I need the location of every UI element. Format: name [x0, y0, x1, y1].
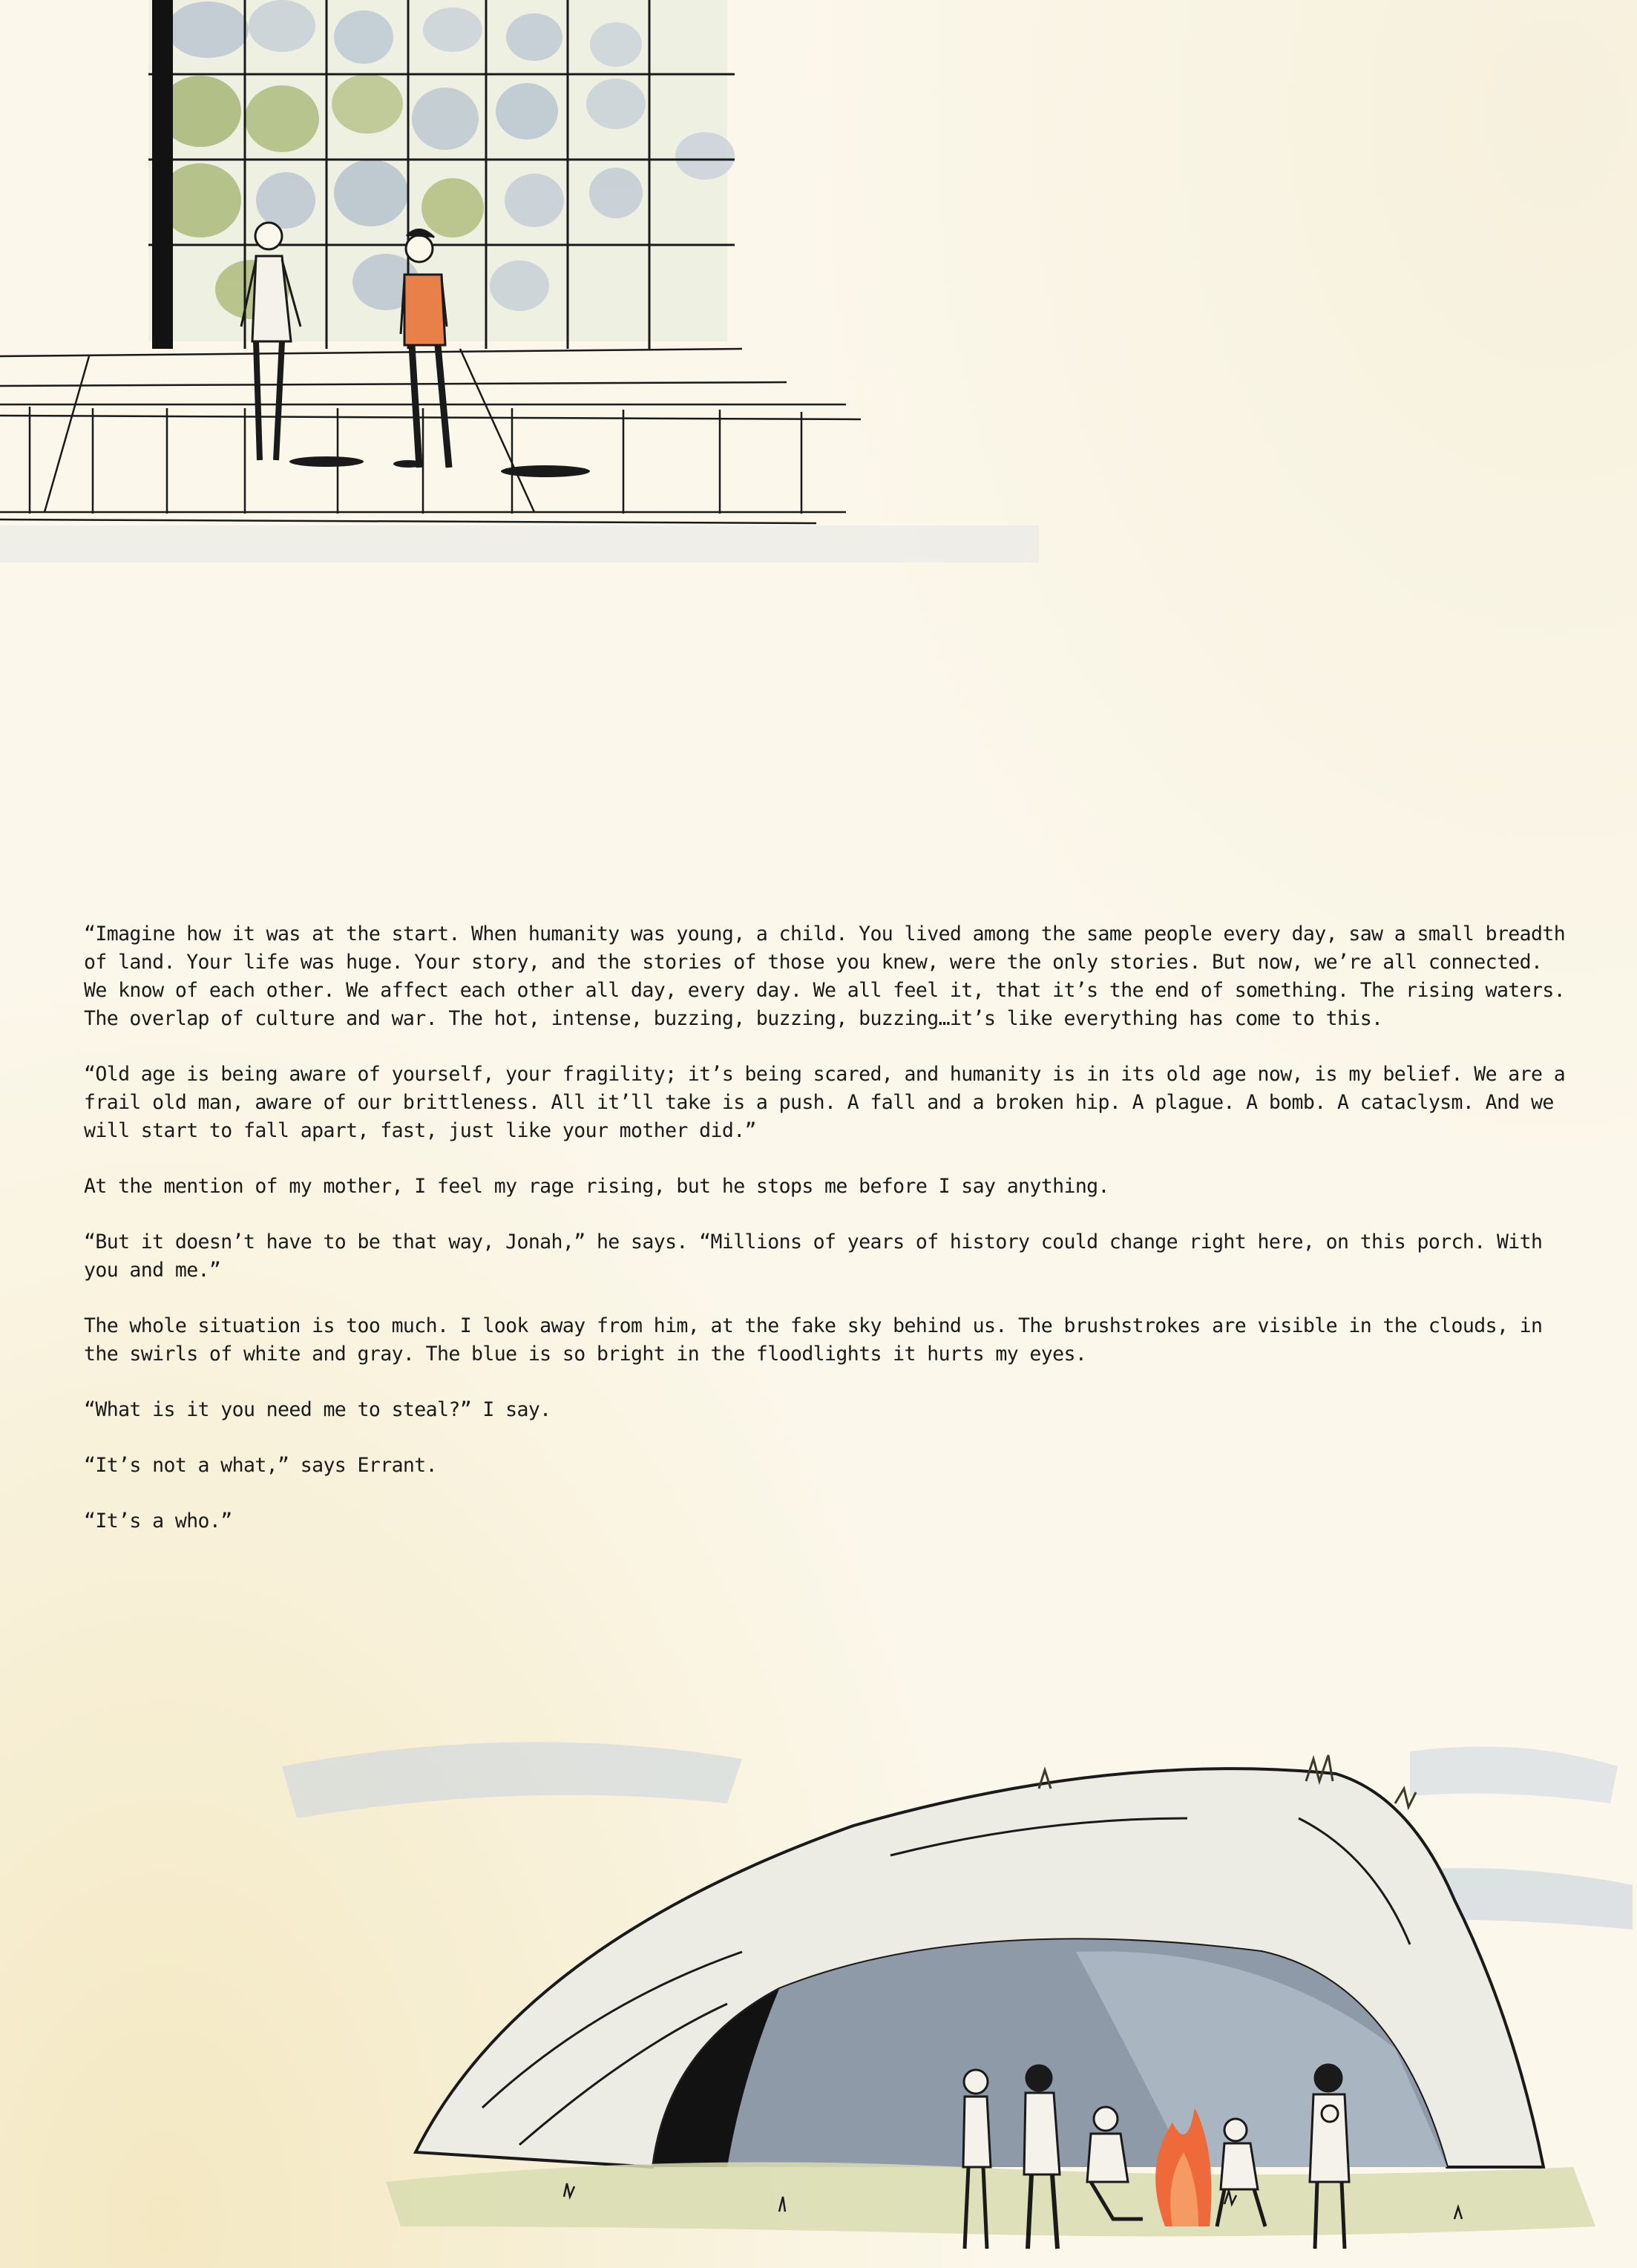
paragraph: “Imagine how it was at the start. When humanity was young, a child. You lived among the same people every day, saw a small breadth of land. Your life was huge. Your story, and the stories of those you knew, were the only stories. But now, we’re all connected. We know of each other. We affect each other all day, every day. We all feel it, that it’s the end of something. The rising waters. The overlap of culture and war. The hot, intense, buzzing, buzzing, buzzing…it’s like everything has come to this. [84, 922, 1566, 1030]
paragraph: “Old age is being aware of yourself, your fragility; it’s being scared, and humanity is in its old age now, is my belief. We are a frail old man, aware of our brittleness. All it’ll take is a push. A fall and a broken hip. A plague. A bomb. A cataclysm. And we will start to fall apart, fast, just like your mother did.” [84, 1063, 1566, 1142]
cave-fire-illustration [0, 1633, 1637, 2268]
paragraph: “It’s a who.” [84, 1510, 232, 1533]
paragraph: At the mention of my mother, I feel my rage rising, but he stops me before I say anything. [84, 1175, 1109, 1198]
narrative-text [84, 920, 1572, 1563]
paragraph: The whole situation is too much. I look away from him, at the fake sky behind us. The brushstrokes are visible in the clouds, in the swirls of white and gray. The blue is so bright in the floodlights it hurts my eyes. [84, 1314, 1543, 1366]
porch-illustration [0, 0, 1054, 594]
paragraph: “It’s not a what,” says Errant. [84, 1454, 437, 1477]
paragraph: “What is it you need me to steal?” I say. [84, 1398, 551, 1421]
paragraph: “But it doesn’t have to be that way, Jonah,” he says. “Millions of years of history could change right here, on this porch. With you and me.” [84, 1230, 1543, 1282]
